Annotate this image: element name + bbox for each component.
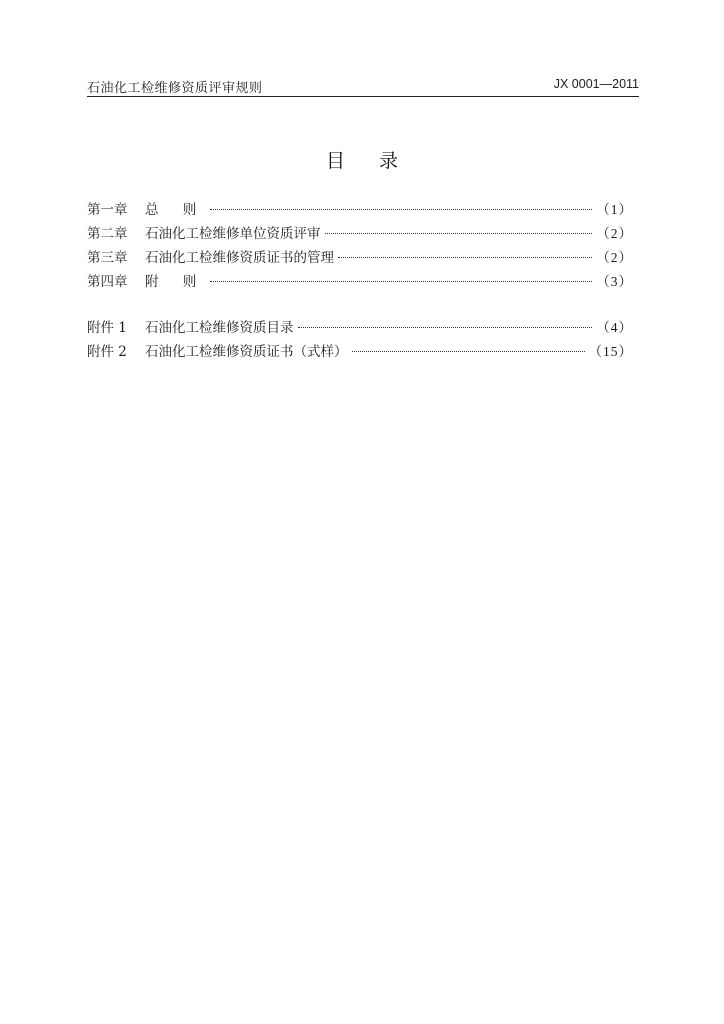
toc-entry-title: 石油化工检维修资质证书的管理 [145, 250, 334, 266]
toc-entry-appendix-1[interactable] [87, 316, 633, 340]
toc-entry-title: 石油化工检维修资质目录 [145, 320, 294, 336]
toc-entry-page: （2） [596, 226, 633, 241]
toc-entry-page: （3） [596, 274, 633, 289]
toc-entry-title: 石油化工检维修资质证书（式样） [145, 344, 348, 360]
toc-entry-page: （1） [596, 202, 633, 217]
toc-heading-char-2: 录 [379, 150, 399, 172]
dot-leader [352, 351, 585, 352]
dot-leader [210, 281, 592, 282]
toc-entry-chapter-4[interactable] [87, 270, 633, 294]
toc-entry-number: 附件 1 [87, 320, 127, 336]
running-header [87, 74, 639, 97]
dot-leader [298, 327, 593, 328]
toc-entry-number: 第三章 [87, 250, 128, 266]
header-title: 石油化工检维修资质评审规则 [87, 81, 263, 96]
toc-entry-chapter-1[interactable] [87, 198, 633, 222]
toc-entry-title: 石油化工检维修单位资质评审 [145, 226, 321, 242]
toc-entry-title: 附 则 [145, 274, 207, 290]
toc-entry-number: 第二章 [87, 226, 128, 242]
toc-entry-chapter-2[interactable] [87, 222, 633, 246]
dot-leader [210, 209, 592, 210]
toc-heading-char-1: 目 [325, 150, 345, 172]
dot-leader [338, 257, 592, 258]
table-of-contents [87, 198, 633, 364]
toc-entry-appendix-2[interactable] [87, 340, 633, 364]
toc-entry-number: 第四章 [87, 274, 128, 290]
standard-code: JX 0001—2011 [553, 77, 639, 91]
toc-entry-chapter-3[interactable] [87, 246, 633, 270]
dot-leader [325, 233, 593, 234]
toc-entry-page: （15） [588, 344, 633, 359]
toc-heading [0, 146, 724, 173]
toc-entry-title: 总 则 [145, 202, 207, 218]
toc-entry-page: （2） [596, 250, 633, 265]
toc-entry-page: （4） [596, 320, 633, 335]
toc-entry-number: 附件 2 [87, 344, 127, 360]
toc-entry-number: 第一章 [87, 202, 128, 218]
